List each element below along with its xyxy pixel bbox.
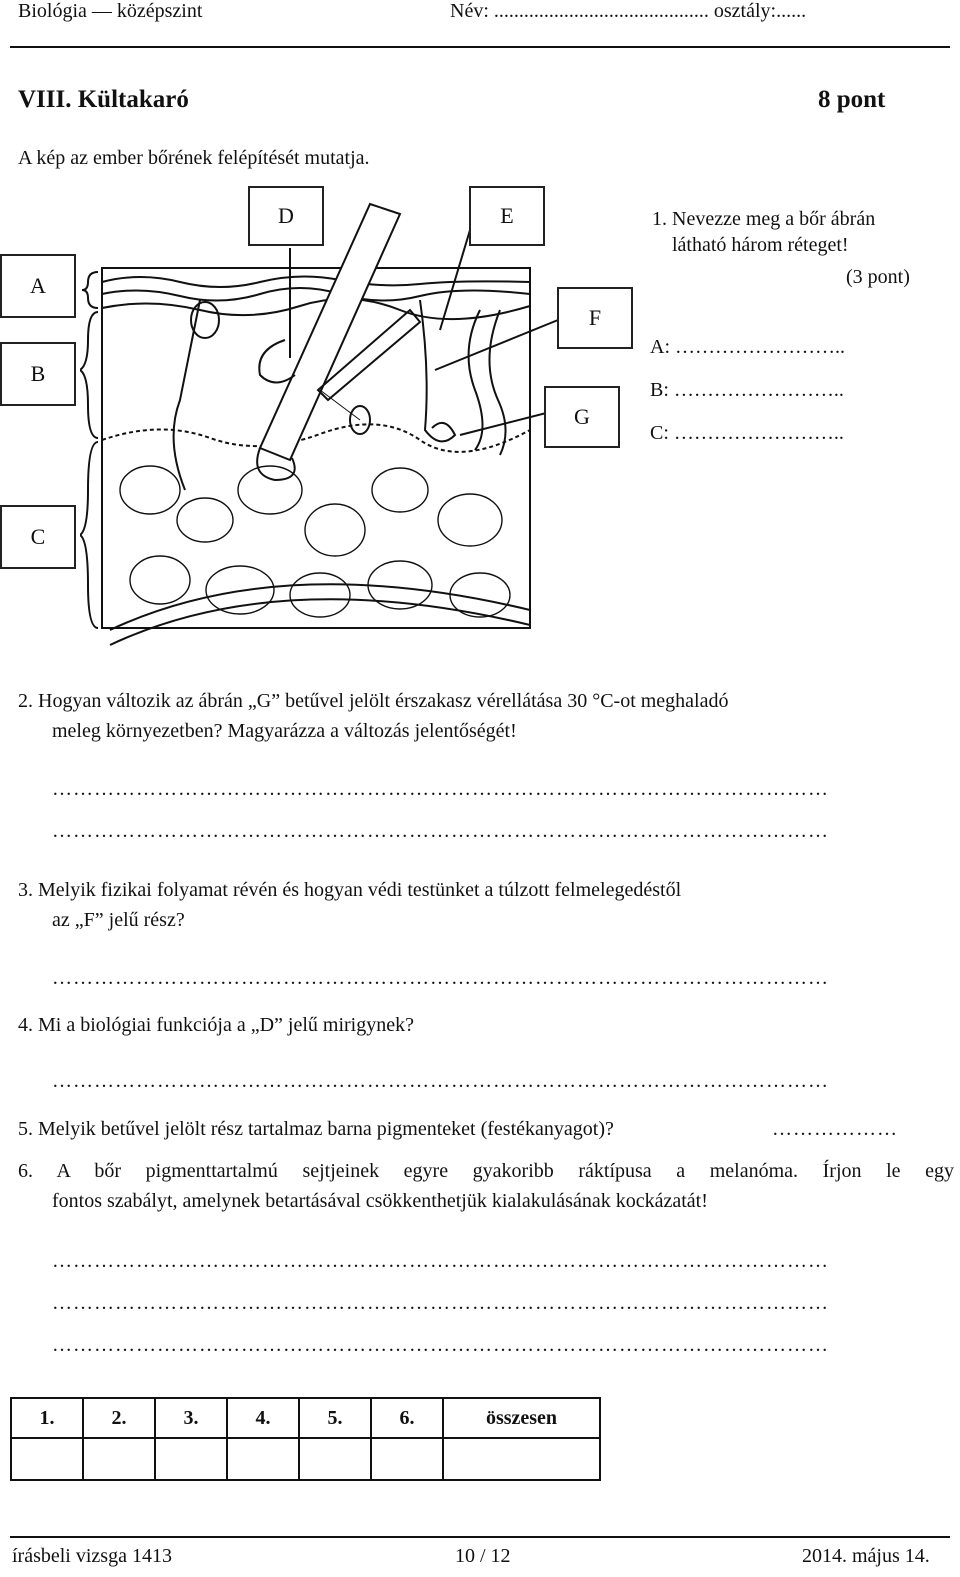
q1-line1: 1. Nevezze meg a bőr ábrán xyxy=(652,208,876,230)
score-header-4: 4. xyxy=(227,1398,299,1438)
footer-date: 2014. május 14. xyxy=(802,1545,930,1567)
q5-text: 5. Melyik betűvel jelölt rész tartalmaz barna pigmenteket (festékanyagot)? xyxy=(18,1118,614,1140)
label-box-b: B xyxy=(0,342,76,406)
score-cell-5[interactable] xyxy=(299,1438,371,1480)
q1-answer-b[interactable]: B: …………………….. xyxy=(650,379,844,401)
footer-rule xyxy=(10,1536,950,1538)
score-header-2: 2. xyxy=(83,1398,155,1438)
score-cell-2[interactable] xyxy=(83,1438,155,1480)
q2-line1: 2. Hogyan változik az ábrán „G” betűvel jelölt érszakasz vérellátása 30 °C-ot meghaladó xyxy=(18,690,729,712)
q6-answer-line-3[interactable]: ………………………………………………………………………………………………… xyxy=(52,1334,829,1356)
label-box-a: A xyxy=(0,254,76,318)
q5-answer[interactable]: ……………… xyxy=(772,1118,898,1140)
q6-line1: 6. A bőr pigmenttartalmú sejtjeinek egyre gyakoribb ráktípusa a melanóma. Írjon le egy xyxy=(18,1160,954,1182)
label-box-c: C xyxy=(0,505,76,569)
q1-points: (3 pont) xyxy=(846,266,910,288)
score-cell-1[interactable] xyxy=(11,1438,83,1480)
footer-left: írásbeli vizsga 1413 xyxy=(12,1545,172,1567)
q6-line2: fontos szabályt, amelynek betartásával csökkenthetjük kialakulásának kockázatát! xyxy=(52,1190,708,1212)
q3-line1: 3. Melyik fizikai folyamat révén és hogyan védi testünket a túlzott felmelegedéstől xyxy=(18,879,682,901)
score-header-6: 6. xyxy=(371,1398,443,1438)
intro-text: A kép az ember bőrének felépítését mutatja. xyxy=(18,147,370,169)
score-cell-4[interactable] xyxy=(227,1438,299,1480)
q2-answer-line-2[interactable]: ………………………………………………………………………………………………… xyxy=(52,820,829,842)
score-cell-total[interactable] xyxy=(443,1438,600,1480)
q3-line2: az „F” jelű rész? xyxy=(52,909,185,931)
label-box-d: D xyxy=(248,186,324,246)
score-header-3: 3. xyxy=(155,1398,227,1438)
q1-line2: látható három réteget! xyxy=(672,234,849,256)
score-header-1: 1. xyxy=(11,1398,83,1438)
header-name-field: Név: ........................................... osztály:...... xyxy=(450,0,807,22)
score-table-header-row xyxy=(11,1398,600,1438)
q1-answer-a[interactable]: A: …………………….. xyxy=(650,336,845,358)
label-box-g: G xyxy=(544,386,620,448)
section-points: 8 pont xyxy=(818,86,886,113)
q4-text: 4. Mi a biológiai funkciója a „D” jelű mirigynek? xyxy=(18,1014,414,1036)
score-header-5: 5. xyxy=(299,1398,371,1438)
section-title: VIII. Kültakaró xyxy=(18,86,189,113)
q1-answer-c[interactable]: C: …………………….. xyxy=(650,422,844,444)
q6-answer-line-2[interactable]: ………………………………………………………………………………………………… xyxy=(52,1292,829,1314)
q6-answer-line-1[interactable]: ………………………………………………………………………………………………… xyxy=(52,1250,829,1272)
label-box-e: E xyxy=(469,186,545,246)
q3-answer-line[interactable]: ………………………………………………………………………………………………… xyxy=(52,967,829,989)
label-box-f: F xyxy=(557,287,633,349)
q4-answer-line[interactable]: ………………………………………………………………………………………………… xyxy=(52,1070,829,1092)
q2-answer-line-1[interactable]: ………………………………………………………………………………………………… xyxy=(52,778,829,800)
header-rule xyxy=(10,46,950,48)
score-table xyxy=(10,1397,601,1481)
skin-diagram xyxy=(80,190,560,650)
q2-line2: meleg környezetben? Magyarázza a változás jelentőségét! xyxy=(52,720,517,742)
score-header-total: összesen xyxy=(443,1398,600,1438)
score-table-value-row xyxy=(11,1438,600,1480)
footer-page-number: 10 / 12 xyxy=(455,1545,511,1567)
score-cell-6[interactable] xyxy=(371,1438,443,1480)
score-cell-3[interactable] xyxy=(155,1438,227,1480)
header-subject: Biológia — középszint xyxy=(18,0,203,22)
